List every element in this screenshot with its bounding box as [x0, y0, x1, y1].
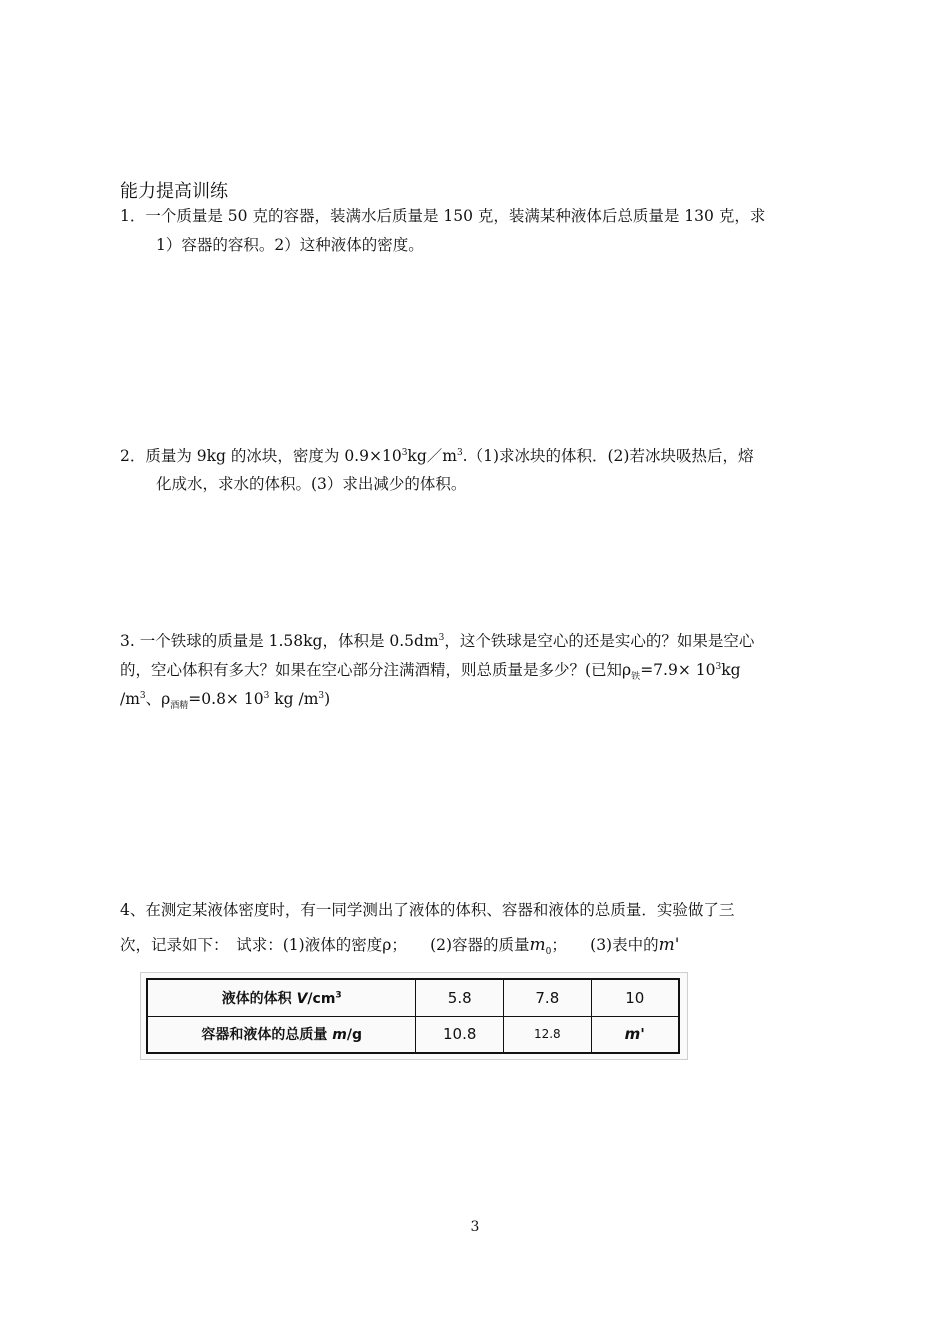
- q3-text-b: ，这个铁球是空心的还是实心的？如果是空心: [444, 632, 755, 650]
- q2-text-c: .（1)求冰块的体积．(2)若冰块吸热后，熔: [462, 447, 754, 465]
- q2-text-a: 2．质量为 9kg 的冰块，密度为 0.9×10: [120, 447, 402, 465]
- q3-text-i: kg /m: [269, 690, 319, 708]
- table-row-label-volume: 液体的体积 $V/cm^3$: [147, 979, 416, 1016]
- question-3-line-2: [120, 660, 741, 683]
- q3-sup-5: 3: [318, 690, 325, 701]
- q3-text-e: kg: [721, 661, 741, 679]
- data-table-image: [140, 972, 688, 1060]
- question-3-line-3: [120, 689, 331, 712]
- q3-sup-3: 3: [139, 690, 146, 701]
- q4-symbol-m: m: [529, 935, 546, 955]
- q3-sub-alcohol: 酒精: [170, 701, 189, 712]
- q2-sup-2: 3: [456, 447, 463, 458]
- q3-text-f: /m: [120, 690, 140, 708]
- question-1-line-2: 1）容器的容积。2）这种液体的密度。: [156, 236, 424, 254]
- table-cell: 10: [591, 979, 679, 1016]
- table-cell: 12.8: [504, 1016, 592, 1053]
- question-1-line-1: 1．一个质量是 50 克的容器，装满水后质量是 150 克，装满某种液体后总质量是 130 克，求: [120, 207, 766, 225]
- table-cell: m': [591, 1016, 679, 1053]
- q3-sub-iron: 铁: [631, 672, 641, 683]
- q4-sub-0: 0: [545, 947, 552, 958]
- q3-text-j: ): [324, 690, 331, 708]
- data-table: [146, 978, 680, 1054]
- q2-text-b: kg／m: [407, 447, 457, 465]
- question-4-line-1: 4、在测定某液体密度时，有一同学测出了液体的体积、容器和液体的总质量．实验做了三: [120, 901, 735, 919]
- table-cell: 7.8: [504, 979, 592, 1016]
- question-3-line-1: [120, 631, 754, 651]
- q3-sup-2: 3: [715, 661, 722, 672]
- q4-text-b: ； (3)表中的: [551, 936, 659, 954]
- q3-sup-1: 3: [438, 632, 445, 643]
- q4-text-a: 次，记录如下： 试求：(1)液体的密度ρ； (2)容器的质量: [120, 936, 530, 954]
- question-2-line-2: 化成水，求水的体积。(3）求出减少的体积。: [156, 475, 467, 493]
- question-2-line-1: [120, 446, 753, 466]
- table-row: [147, 979, 679, 1016]
- q3-text-d: =7.9× 10: [640, 661, 716, 679]
- q4-symbol-mprime: m': [658, 935, 680, 955]
- table-row-label-mass: 容器和液体的总质量 m/g: [147, 1016, 416, 1053]
- table-cell: 10.8: [416, 1016, 504, 1053]
- q3-text-c: 的，空心体积有多大？如果在空心部分注满酒精，则总质量是多少？(已知ρ: [120, 661, 632, 679]
- section-heading: 能力提高训练: [120, 181, 228, 202]
- table-row: [147, 1016, 679, 1053]
- q3-text-g: 、ρ: [145, 690, 171, 708]
- q3-sup-4: 3: [263, 690, 270, 701]
- q2-sup-1: 3: [401, 447, 408, 458]
- page-number: 3: [470, 1219, 480, 1235]
- question-4-line-2: [120, 935, 680, 958]
- table-cell: 5.8: [416, 979, 504, 1016]
- q3-text-h: =0.8× 10: [188, 690, 264, 708]
- q3-text-a: 3. 一个铁球的质量是 1.58kg，体积是 0.5dm: [120, 632, 439, 650]
